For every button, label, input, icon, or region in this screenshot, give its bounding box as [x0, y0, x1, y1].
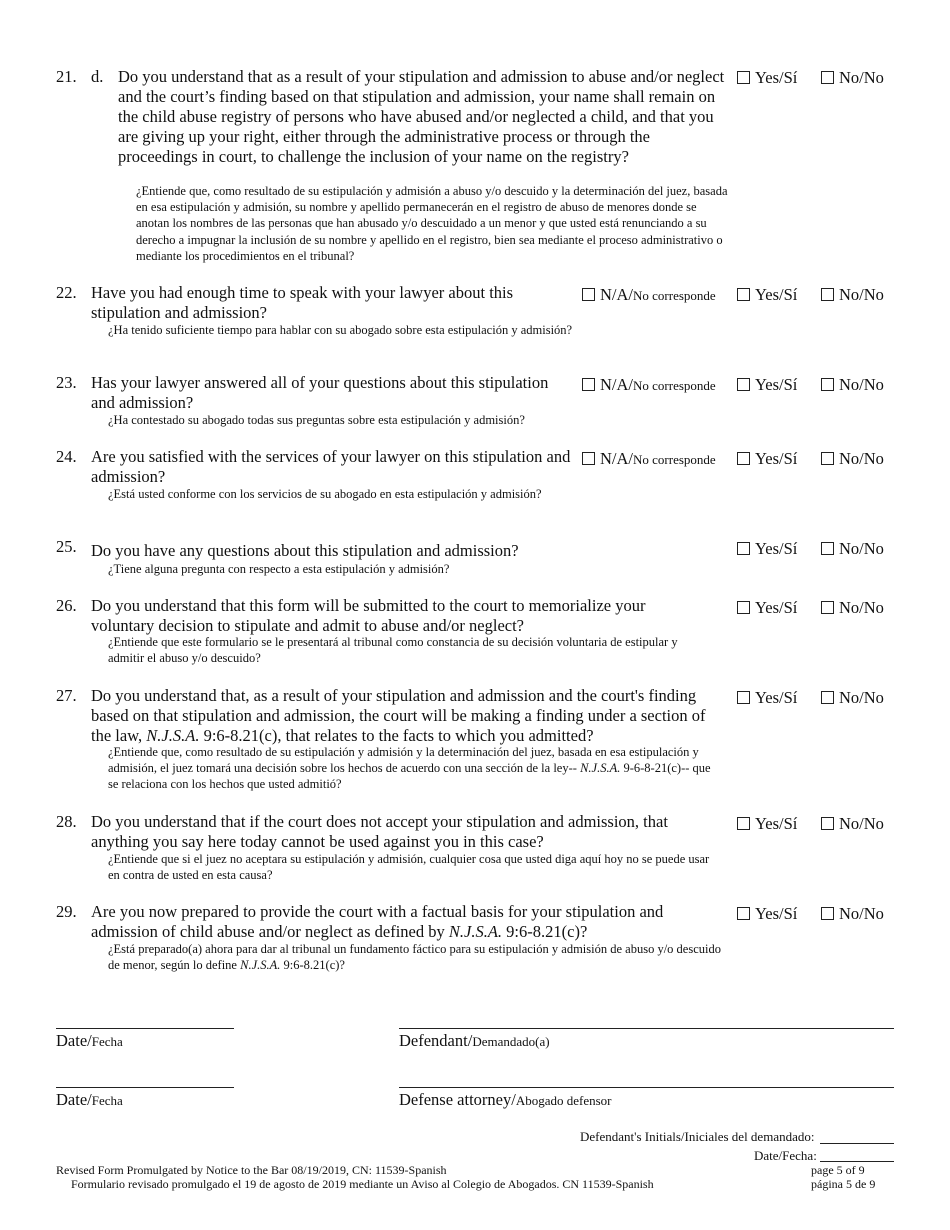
- question-text-es: ¿Ha contestado su abogado todas sus preguntas sobre esta estipulación y admisión?: [108, 413, 525, 427]
- checkbox-box[interactable]: [737, 601, 750, 614]
- checkbox-box[interactable]: [737, 288, 750, 301]
- question-number: 29.: [56, 902, 77, 921]
- checkbox-box[interactable]: [821, 452, 834, 465]
- checkbox-box[interactable]: [821, 907, 834, 920]
- yes-checkbox[interactable]: Yes/Sí: [737, 539, 797, 559]
- na-checkbox[interactable]: N/A/No corresponde: [582, 449, 716, 470]
- date-label-2: Date/Fecha: [56, 1090, 123, 1109]
- question-number: 22.: [56, 283, 77, 302]
- question-text-en: Do you understand that this form will be submitted to the court to memorialize your voluntary decision to stipulate and admit to abuse and/or neglect?: [91, 596, 646, 635]
- question-text-en: Do you understand that as a result of your stipulation and admission to abuse and/or neglect and the court’s finding based on that stipulation and admission, your name shall remain on the child abuse registry of persons who have abused and/or neglected a child, and that you are giving up your right, either through the administrative process or through the proceedings in court, to challenge the inclusion of your name on the registry?: [118, 67, 725, 166]
- checkbox-box[interactable]: [582, 452, 595, 465]
- initials-line[interactable]: [820, 1143, 894, 1144]
- question-number: 23.: [56, 373, 77, 392]
- question-text-es: ¿Está usted conforme con los servicios de su abogado en esta estipulación y admisión?: [108, 487, 542, 501]
- no-checkbox[interactable]: No/No: [821, 539, 884, 559]
- question-text-en: Are you now prepared to provide the court with a factual basis for your stipulation and admission of child abuse and/or neglect as defined by N.J.S.A. 9:6-8.21(c)?: [91, 902, 664, 941]
- yes-checkbox[interactable]: Yes/Sí: [737, 814, 797, 834]
- checkbox-box[interactable]: [737, 452, 750, 465]
- yes-checkbox[interactable]: Yes/Sí: [737, 285, 797, 305]
- question-text-en: Do you have any questions about this stipulation and admission?: [91, 541, 519, 560]
- checkbox-box[interactable]: [821, 71, 834, 84]
- checkbox-box[interactable]: [737, 71, 750, 84]
- yes-checkbox[interactable]: Yes/Sí: [737, 375, 797, 395]
- initials-date-line[interactable]: [820, 1161, 894, 1162]
- question-number: 27.: [56, 686, 77, 705]
- no-checkbox[interactable]: No/No: [821, 598, 884, 618]
- no-checkbox[interactable]: No/No: [821, 285, 884, 305]
- no-checkbox[interactable]: No/No: [821, 375, 884, 395]
- checkbox-box[interactable]: [821, 691, 834, 704]
- page-number-es: página 5 de 9: [811, 1177, 876, 1191]
- checkbox-box[interactable]: [737, 817, 750, 830]
- no-checkbox[interactable]: No/No: [821, 688, 884, 708]
- defendant-label: Defendant/Demandado(a): [399, 1031, 550, 1050]
- checkbox-box[interactable]: [737, 691, 750, 704]
- question-sub-letter: d.: [91, 67, 104, 86]
- initials-date-label: Date/Fecha:: [754, 1148, 817, 1163]
- date-signature-line[interactable]: [56, 1028, 234, 1029]
- checkbox-box[interactable]: [821, 817, 834, 830]
- na-checkbox[interactable]: N/A/No corresponde: [582, 375, 716, 396]
- defendant-initials-label: Defendant's Initials/Iniciales del demandado:: [580, 1129, 815, 1144]
- yes-checkbox[interactable]: Yes/Sí: [737, 68, 797, 88]
- yes-checkbox[interactable]: Yes/Sí: [737, 904, 797, 924]
- question-text-es: ¿Ha tenido suficiente tiempo para hablar con su abogado sobre esta estipulación y admisión?: [108, 323, 573, 337]
- question-text-en: Do you understand that if the court does not accept your stipulation and admission, that anything you say here today cannot be used against you in this case?: [91, 812, 668, 851]
- question-number: 24.: [56, 447, 77, 466]
- checkbox-box[interactable]: [821, 601, 834, 614]
- no-checkbox[interactable]: No/No: [821, 814, 884, 834]
- footer-revised-en: Revised Form Promulgated by Notice to the Bar 08/19/2019, CN: 11539-Spanish: [56, 1163, 447, 1177]
- question-text-es: ¿Entiende que, como resultado de su estipulación y admisión a abuso y/o descuido y la determinación del juez, basada en esa estipulación y admisión, su nombre y apellido permanecerán en el registro de abuso de menores donde se anotan los nombres de las personas que han abusado y/o descuidado a un menor y que usted está renunciando a su derecho a impugnar la inclusión de su nombre y apellido en el registro, bien sea mediante el proceso administrativo o mediante los procedimientos en el tribunal?: [136, 184, 728, 263]
- no-checkbox[interactable]: No/No: [821, 904, 884, 924]
- question-number: 26.: [56, 596, 77, 615]
- question-text-es: ¿Entiende que si el juez no aceptara su estipulación y admisión, cualquier cosa que usted diga aquí hoy no se puede usar en contra de usted en esta causa?: [108, 852, 710, 883]
- question-number: 25.: [56, 537, 77, 556]
- question-text-es: ¿Tiene alguna pregunta con respecto a esta estipulación y admisión?: [108, 562, 450, 576]
- checkbox-box[interactable]: [821, 288, 834, 301]
- yes-checkbox[interactable]: Yes/Sí: [737, 598, 797, 618]
- footer-revised-es: Formulario revisado promulgado el 19 de agosto de 2019 mediante un Aviso al Colegio de Abogados. CN 11539-Spanish: [71, 1177, 654, 1191]
- checkbox-box[interactable]: [821, 378, 834, 391]
- question-text-en: Are you satisfied with the services of your lawyer on this stipulation and admission?: [91, 447, 571, 486]
- defense-attorney-label: Defense attorney/Abogado defensor: [399, 1090, 612, 1109]
- question-text-en: Has your lawyer answered all of your questions about this stipulation and admission?: [91, 373, 549, 412]
- na-checkbox[interactable]: N/A/No corresponde: [582, 285, 716, 306]
- checkbox-box[interactable]: [582, 378, 595, 391]
- attorney-signature-line[interactable]: [399, 1087, 894, 1088]
- date-signature-line-2[interactable]: [56, 1087, 234, 1088]
- question-text-es: ¿Está preparado(a) ahora para dar al tribunal un fundamento fáctico para su estipulación y admisión de abuso y/o descuido de menor, según lo define N.J.S.A. 9:6-8.21(c)?: [108, 942, 721, 973]
- checkbox-box[interactable]: [737, 378, 750, 391]
- no-checkbox[interactable]: No/No: [821, 449, 884, 469]
- checkbox-box[interactable]: [737, 907, 750, 920]
- question-text-en: Have you had enough time to speak with your lawyer about this stipulation and admission?: [91, 283, 514, 322]
- no-checkbox[interactable]: No/No: [821, 68, 884, 88]
- checkbox-box[interactable]: [737, 542, 750, 555]
- defendant-signature-line[interactable]: [399, 1028, 894, 1029]
- question-number: 21.: [56, 67, 77, 86]
- question-text-es: ¿Entiende que este formulario se le presentará al tribunal como constancia de su decisión voluntaria de estipular y admitir el abuso y/o descuido?: [108, 635, 678, 666]
- date-label: Date/Fecha: [56, 1031, 123, 1050]
- yes-checkbox[interactable]: Yes/Sí: [737, 449, 797, 469]
- checkbox-box[interactable]: [821, 542, 834, 555]
- question-number: 28.: [56, 812, 77, 831]
- checkbox-box[interactable]: [582, 288, 595, 301]
- page-number-en: page 5 of 9: [811, 1163, 865, 1177]
- question-text-es: ¿Entiende que, como resultado de su estipulación y admisión y la determinación del juez, basada en esa estipulación y admisión, el juez tomará una decisión sobre los hechos de acuerdo con una sección de la ley-- N.J.S.A. 9-6-8-21(c)-- que se relaciona con los hechos que usted admitió?: [108, 745, 711, 792]
- yes-checkbox[interactable]: Yes/Sí: [737, 688, 797, 708]
- question-text-en: Do you understand that, as a result of your stipulation and admission and the court's finding based on that stipulation and admission, the court will be making a finding under a section of the law, N.J.S.A. 9:6-8.21(c), that relates to the facts to which you admitted?: [91, 686, 706, 745]
